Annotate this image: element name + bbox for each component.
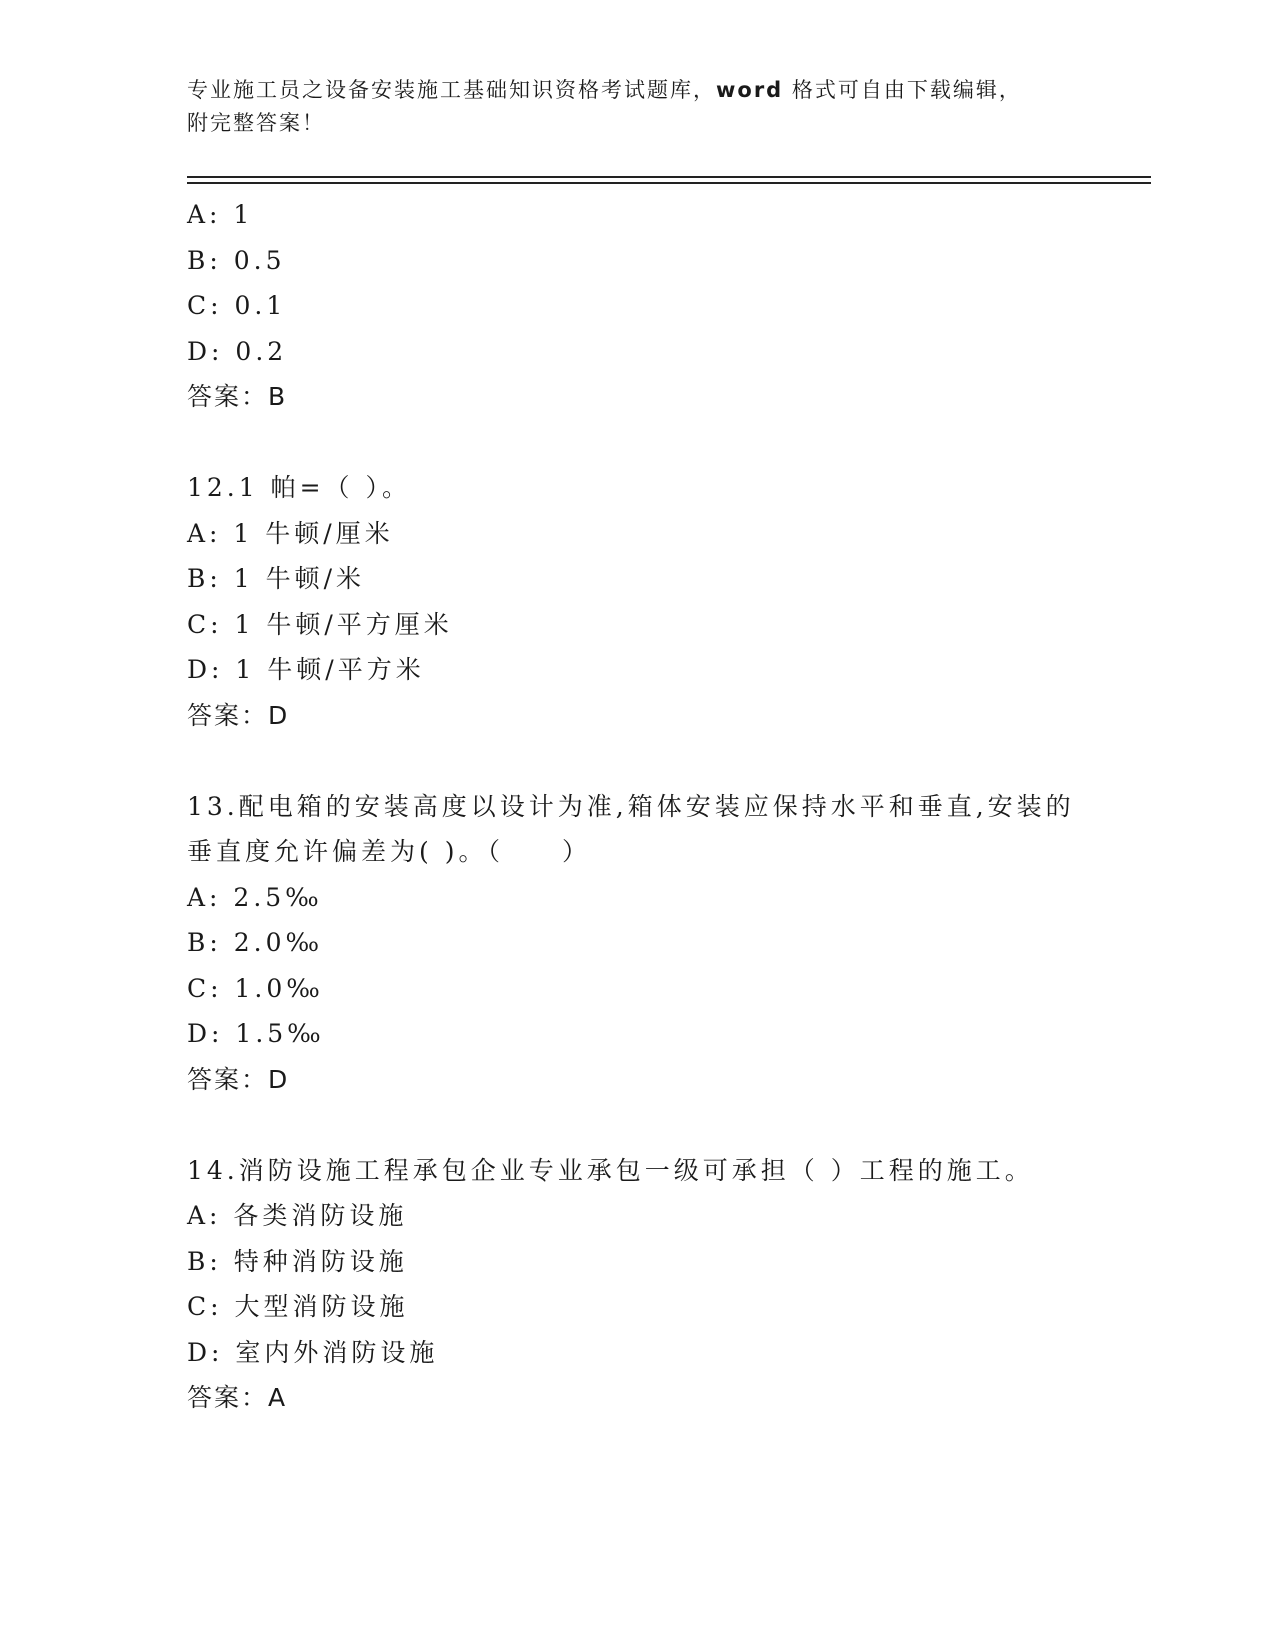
question-block-12 xyxy=(187,465,1087,738)
option-b: B: 特种消防设施 xyxy=(187,1246,408,1276)
header-line-2: 附完整答案！ xyxy=(187,111,325,135)
option-d: D: 0.2 xyxy=(187,336,288,366)
question-block-prev xyxy=(187,192,1087,420)
option-a: A: 1 xyxy=(187,200,254,229)
option-a: A: 2.5‰ xyxy=(187,882,323,912)
option-b: B: 2.0‰ xyxy=(187,928,324,957)
spacer xyxy=(187,1102,1087,1148)
option-b: B: 0.5 xyxy=(187,245,286,275)
option-c: C: 1.0‰ xyxy=(187,973,324,1003)
question-stem-continued: 垂直度允许偏差为( )。（ ） xyxy=(187,837,591,866)
option-c: C: 0.1 xyxy=(187,291,287,320)
option-d: D: 1 牛顿/平方米 xyxy=(187,655,425,684)
question-list xyxy=(187,192,1087,1421)
document-header xyxy=(187,74,1087,140)
header-divider-bottom xyxy=(187,182,1151,184)
option-a: A: 1 牛顿/厘米 xyxy=(187,518,394,548)
option-d: D: 室内外消防设施 xyxy=(187,1337,439,1367)
option-c: C: 1 牛顿/平方厘米 xyxy=(187,609,453,639)
question-block-14 xyxy=(187,1148,1087,1421)
option-a: A: 各类消防设施 xyxy=(187,1201,408,1230)
question-stem: 14.消防设施工程承包企业专业承包一级可承担（ ）工程的施工。 xyxy=(187,1155,1034,1185)
header-divider-top xyxy=(187,176,1151,178)
option-d: D: 1.5‰ xyxy=(187,1019,325,1048)
answer-line: 答案：A xyxy=(187,1383,288,1412)
spacer xyxy=(187,738,1087,784)
question-block-13 xyxy=(187,784,1087,1103)
option-b: B: 1 牛顿/米 xyxy=(187,564,366,593)
header-line-1 xyxy=(187,74,1087,107)
question-stem: 13.配电箱的安装高度以设计为准,箱体安装应保持水平和垂直,安装的 xyxy=(187,791,1075,821)
answer-line: 答案：B xyxy=(187,382,288,411)
header-title-prefix: 专业施工员之设备安装施工基础知识资格考试题库， xyxy=(187,78,716,102)
answer-line: 答案：D xyxy=(187,700,290,730)
answer-line: 答案：D xyxy=(187,1064,290,1094)
option-c: C: 大型消防设施 xyxy=(187,1292,409,1321)
question-stem: 12.1 帕=（ ）。 xyxy=(187,473,412,502)
header-title-suffix: 格式可自由下载编辑， xyxy=(783,78,1022,102)
spacer xyxy=(187,420,1087,466)
header-word-label: word xyxy=(716,78,784,102)
